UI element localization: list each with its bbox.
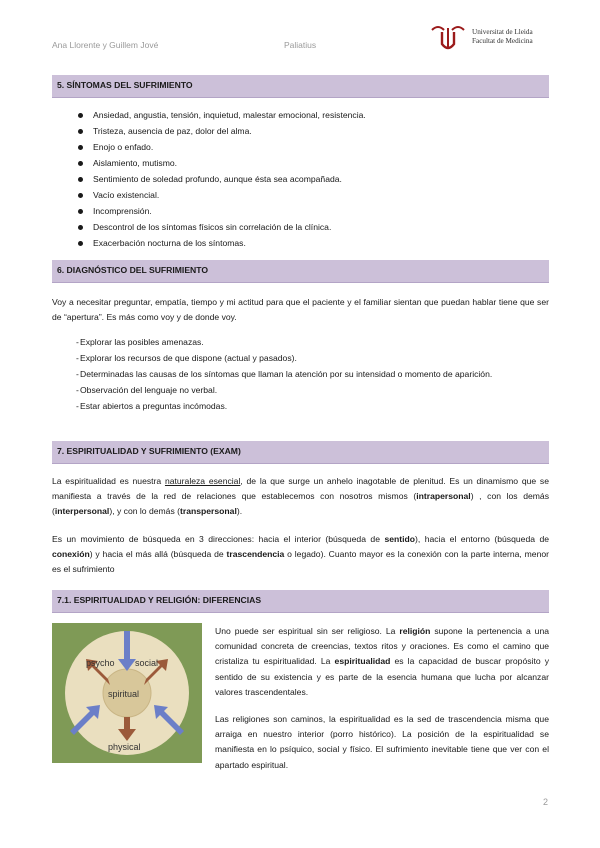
page-number: 2 — [542, 797, 548, 807]
bullet-icon — [78, 241, 83, 246]
header-authors: Ana Llorente y Guillem Jové — [52, 40, 159, 50]
section-7-paragraph-1: La espiritualidad es nuestra naturaleza esencial, de la que surge un anhelo inagotable de plenitud. Es un dinamismo que se manifiesta a través de la red de relaciones que establecemos con nosotros mismos (intrapersonal) , con los demás (interpersonal), y con lo demás (transpersonal). — [52, 476, 549, 516]
bullet-icon — [78, 145, 83, 150]
bullet-icon — [78, 129, 83, 134]
key-term: intrapersonal — [416, 491, 471, 501]
bullet-icon — [78, 177, 83, 182]
label-spiritual: spiritual — [108, 689, 140, 699]
section-title: 6. DIAGNÓSTICO DEL SUFRIMIENTO — [57, 265, 209, 275]
list-item: - Explorar los recursos de que dispone (actual y pasados). — [76, 353, 297, 363]
section-7-heading — [52, 441, 549, 464]
list-item: Descontrol de los síntomas físicos sin correlación de la clínica. — [52, 219, 549, 235]
section-5-list — [52, 107, 549, 251]
bullet-icon — [78, 161, 83, 166]
key-term: conexión — [52, 549, 90, 559]
section-7-1-paragraph-1: Uno puede ser espiritual sin ser religioso. La religión supone la pertenencia a una comunidad concreta de creencias, textos ritos y oraciones. Es como el camino que cristaliza tu espiritualidad. La espiritualidad es la capacidad de buscar propósito y sentido de su existencia y es parte de la esencia humana que lucha por alcanzar valores trascendentales. — [215, 626, 549, 697]
key-term: religión — [399, 626, 431, 636]
section-title: 5. SÍNTOMAS DEL SUFRIMIENTO — [57, 80, 193, 90]
section-7-1-heading — [52, 590, 549, 613]
bullet-icon — [78, 193, 83, 198]
list-item: Ansiedad, angustia, tensión, inquietud, malestar emocional, resistencia. — [52, 107, 549, 123]
list-item: Sentimiento de soledad profundo, aunque ésta sea acompañada. — [52, 171, 549, 187]
bullet-icon — [78, 209, 83, 214]
section-6-heading — [52, 260, 549, 283]
list-item: - Estar abiertos a preguntas incómodas. — [76, 401, 228, 411]
list-item: Exacerbación nocturna de los síntomas. — [52, 235, 549, 251]
list-item: Tristeza, ausencia de paz, dolor del alma. — [52, 123, 549, 139]
label-psycho: psycho — [86, 658, 115, 668]
bullet-icon — [78, 225, 83, 230]
faculty-name: Facultat de Medicina — [472, 37, 533, 45]
list-item: - Observación del lenguaje no verbal. — [76, 385, 218, 395]
section-title: 7. ESPIRITUALIDAD Y SUFRIMIENTO (EXAM) — [57, 446, 241, 456]
university-logo — [428, 24, 548, 56]
list-item: Incomprensión. — [52, 203, 549, 219]
list-item: Aislamiento, mutismo. — [52, 155, 549, 171]
spirituality-diagram — [52, 623, 202, 763]
list-item: Vacío existencial. — [52, 187, 549, 203]
header-subject: Paliatius — [284, 40, 317, 50]
list-item: Enojo o enfado. — [52, 139, 549, 155]
section-5-heading — [52, 75, 549, 98]
section-6-list — [52, 334, 549, 414]
university-name: Universitat de Lleida — [472, 28, 533, 36]
section-7-1-paragraph-2: Las religiones son caminos, la espiritualidad es la sed de trascendencia misma que arraiga en nuestro interior (porro histórico). La posición de la espiritualidad se manifiesta en lo psíquico, social y físico. El sufrimiento inevitable tiene que ver con el apartado espiritual. — [215, 714, 549, 770]
list-item: - Determinadas las causas de los síntomas que llaman la atención por su intensidad o momento de aparición. — [76, 369, 493, 379]
list-item: - Explorar las posibles amenazas. — [76, 337, 204, 347]
section-6-intro: Voy a necesitar preguntar, empatía, tiempo y mi actitud para que el paciente y el familiar sientan que puedan hablar tiene que ser de “apertura”. Es más como voy y de donde voy. — [52, 297, 549, 322]
key-term: espiritualidad — [334, 656, 391, 667]
bullet-icon — [78, 113, 83, 118]
section-7-paragraph-2: Es un movimiento de búsqueda en 3 direcciones: hacia el interior (búsqueda de sentido), hacia el entorno (búsqueda de conexión) y hacia el más allá (búsqueda de trascendencia o legado). Cuanto mayor es la conexión con la parte interna, menor es el sufrimiento — [52, 534, 550, 574]
page-header — [52, 28, 548, 56]
label-social: social — [135, 658, 159, 668]
key-term: sentido — [384, 534, 415, 544]
section-title: 7.1. ESPIRITUALIDAD Y RELIGIÓN: DIFERENCIAS — [57, 595, 262, 605]
label-physical: physical — [108, 742, 141, 752]
key-term: interpersonal — [54, 506, 110, 516]
key-term: transpersonal — [180, 506, 237, 516]
underlined-term: naturaleza esencial — [164, 476, 241, 486]
key-term: trascendencia — [226, 549, 285, 559]
university-emblem-icon — [428, 24, 468, 54]
